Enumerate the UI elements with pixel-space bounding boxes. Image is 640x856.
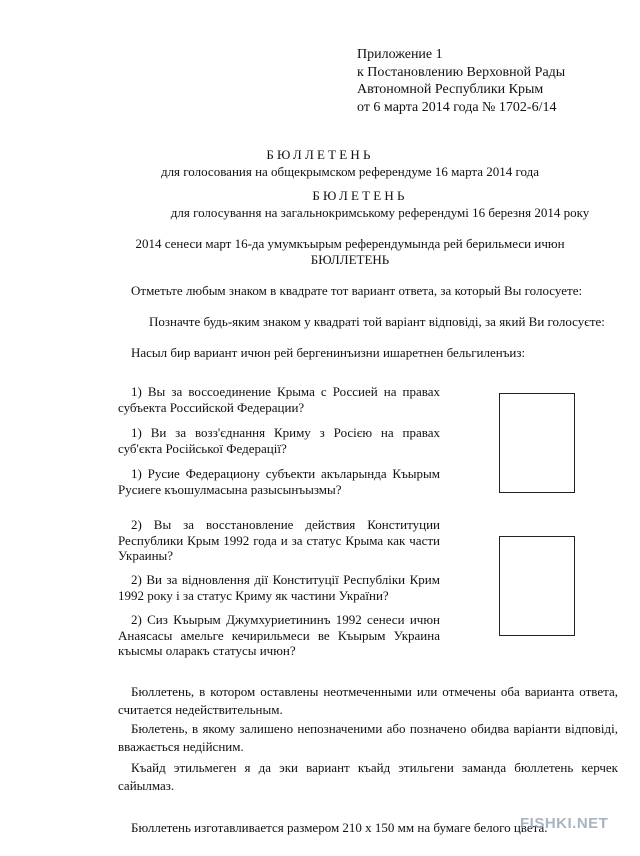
crh-title: БЮЛЛЕТЕНЬ <box>310 252 390 267</box>
ru-subtitle: для голосования на общекрымском референдуме 16 марта 2014 года <box>160 164 540 179</box>
option-2-crh: 2) Сиз Къырым Джумхуриетининъ 1992 сенеси ичюн Анаясасы амельге кечирильмеси ве Къырым Украина къысмы оларакъ статусы ичюн? <box>118 612 440 658</box>
appendix-line-4: от 6 марта 2014 года № 1702-6/14 <box>357 99 557 115</box>
note-crh: Къайд этильмеген я да эки вариант къайд этильгени заманда бюллетень керчек сайылмаз. <box>118 760 618 793</box>
option-1-crh: 1) Русие Федерациону субъекти акъларында Къырым Русиеге къошулмасына разысынъызмы? <box>118 466 440 497</box>
instruction-ru: Отметьте любым знаком в квадрате тот вариант ответа, за который Вы голосуете: <box>131 283 583 298</box>
instruction-uk: Позначте будь-яким знаком у квадраті той варіант відповіді, за який Ви голосуєте: <box>149 314 605 329</box>
option-1-uk: 1) Ви за возз'єднання Криму з Росією на правах суб'єкта Російської Федерації? <box>118 425 440 456</box>
option-2-ru: 2) Вы за восстановление действия Конституции Республики Крым 1992 года и за статус Крыма как части Украины? <box>118 517 440 563</box>
appendix-line-1: Приложение 1 <box>357 47 443 62</box>
appendix-line-2: к Постановлению Верховной Рады <box>357 64 566 80</box>
crh-heading-line: 2014 сенеси март 16-да умумкъырым референдумында рей берильмеси ичюн <box>135 236 565 251</box>
watermark-logo: FISHKI.NET <box>520 815 609 832</box>
uk-subtitle: для голосування на загальнокримському референдумі 16 березня 2014 року <box>170 205 590 220</box>
note-uk: Бюлетень, в якому залишено непозначеними або позначено обидва варіанти відповіді, вважається недійсним. <box>118 721 618 754</box>
option-1-checkbox[interactable] <box>499 393 575 493</box>
instruction-crh: Насыл бир вариант ичюн рей бергенинъизни ишаретнен бельгиленъиз: <box>131 345 526 360</box>
option-1-ru: 1) Вы за воссоединение Крыма с Россией на правах субъекта Российской Федерации? <box>118 384 440 415</box>
option-2-checkbox[interactable] <box>499 536 575 636</box>
appendix-block <box>357 46 627 116</box>
appendix-line-3: Автономной Республики Крым <box>357 82 544 97</box>
ru-title: БЮЛЛЕТЕНЬ <box>266 147 374 162</box>
option-2-uk: 2) Ви за відновлення дії Конституції Республіки Крим 1992 року і за статус Криму як частини України? <box>118 572 440 603</box>
note-ru: Бюллетень, в котором оставлены неотмеченными или отмечены оба варианта ответа, считается недействительным. <box>118 684 618 717</box>
note-size: Бюллетень изготавливается размером 210 х 150 мм на бумаге белого цвета. <box>131 820 548 835</box>
uk-title: БЮЛЕТЕНЬ <box>312 188 408 203</box>
